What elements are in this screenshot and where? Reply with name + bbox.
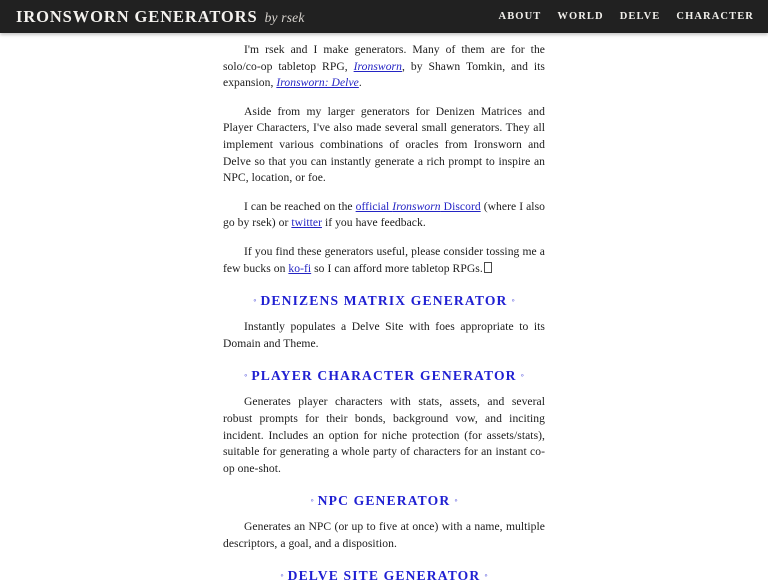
section-heading-delve-site-generator[interactable] bbox=[223, 568, 545, 584]
intro-p1-text-1: I'm rsek and I make generators. Many of them are for the solo/co-op tabletop RPG, bbox=[223, 43, 545, 73]
intro-p4-text-1: If you find these generators useful, please consider tossing me a few bucks on bbox=[223, 244, 545, 275]
section-heading-player-character-generator[interactable] bbox=[223, 368, 545, 384]
brand-byline: by rsek bbox=[264, 9, 305, 25]
ornament-circle-icon-left: ◦ bbox=[244, 370, 248, 381]
main-navigation bbox=[499, 11, 754, 22]
link-twitter[interactable]: twitter bbox=[291, 216, 322, 230]
section-heading-npc-generator[interactable] bbox=[223, 493, 545, 509]
link-official-ironsworn-discord[interactable] bbox=[356, 200, 481, 213]
section-title-delve-site: DELVE SITE GENERATOR bbox=[287, 568, 481, 584]
nav-item-delve[interactable]: DELVE bbox=[619, 11, 661, 22]
section-body-player-character: Generates player characters with stats, assets, and several robust prompts for their bonds, background vow, and inciting incident. Includes an option for niche protection (for assets/stats), suitable for generating a whole party of characters for an instant co-op one-shot. bbox=[223, 395, 545, 475]
nav-item-character[interactable]: CHARACTER bbox=[676, 11, 754, 22]
section-title-player-character: PLAYER CHARACTER GENERATOR bbox=[251, 368, 517, 384]
site-header bbox=[0, 0, 768, 33]
section-title-denizens: DENIZENS MATRIX GENERATOR bbox=[260, 293, 508, 309]
brand-title: IRONSWORN GENERATORS bbox=[16, 6, 258, 26]
link-ironsworn-delve[interactable]: Ironsworn: Delve bbox=[276, 76, 359, 90]
missing-glyph-icon bbox=[484, 262, 492, 273]
intro-paragraph-4 bbox=[223, 244, 545, 277]
intro-paragraph-1 bbox=[223, 42, 545, 92]
link-ironsworn[interactable]: Ironsworn bbox=[353, 59, 402, 73]
ornament-circle-icon-right: ◦ bbox=[484, 570, 488, 581]
section-body-npc: Generates an NPC (or up to five at once) with a name, multiple descriptors, a goal, and a disposition. bbox=[223, 520, 545, 550]
ornament-circle-icon-right: ◦ bbox=[454, 495, 458, 506]
intro-p1-text-2: , by Shawn Tomkin, and its expansion, bbox=[223, 59, 545, 90]
link-discord-ironsworn: Ironsworn bbox=[392, 199, 441, 213]
ornament-circle-icon-right: ◦ bbox=[511, 295, 515, 306]
nav-item-world[interactable]: WORLD bbox=[557, 11, 604, 22]
ornament-circle-icon-left: ◦ bbox=[310, 495, 314, 506]
section-body-denizens: Instantly populates a Delve Site with foes appropriate to its Domain and Theme. bbox=[223, 320, 545, 350]
brand[interactable] bbox=[16, 7, 305, 27]
intro-paragraph-3 bbox=[223, 199, 545, 232]
link-discord-pre: official bbox=[355, 199, 393, 213]
section-heading-denizens-matrix-generator[interactable] bbox=[223, 293, 545, 309]
ornament-circle-icon-left: ◦ bbox=[280, 570, 284, 581]
ornament-circle-icon-right: ◦ bbox=[520, 370, 524, 381]
ornament-circle-icon-left: ◦ bbox=[253, 295, 257, 306]
intro-p3-text-3: if you have feedback. bbox=[322, 216, 426, 230]
intro-p4-text-2: so I can afford more tabletop RPGs. bbox=[311, 261, 483, 275]
intro-paragraph-2: Aside from my larger generators for Denizen Matrices and Player Characters, I've also made several small generators. They all implement various combinations of oracles from Ironsworn and Delve so that you can instantly generate a rich prompt to inspire an NPC, location, or foe. bbox=[223, 104, 545, 185]
link-ko-fi[interactable]: ko-fi bbox=[288, 261, 312, 275]
main-content bbox=[223, 33, 545, 584]
intro-p3-text-1: I can be reached on the bbox=[244, 199, 356, 213]
intro-p3-text-2: (where I also go by rsek) or bbox=[223, 199, 545, 230]
nav-item-about[interactable]: ABOUT bbox=[498, 11, 542, 22]
link-discord-post: Discord bbox=[440, 199, 481, 213]
intro-p1-text-3: . bbox=[358, 76, 362, 90]
section-title-npc: NPC GENERATOR bbox=[317, 493, 451, 509]
